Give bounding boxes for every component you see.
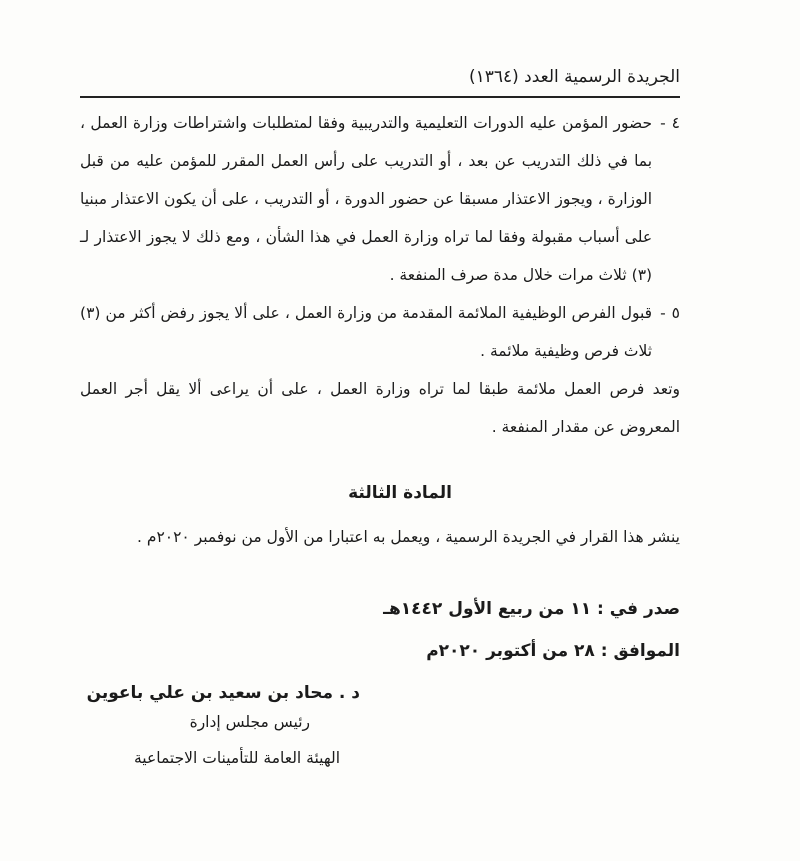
corresponding-date: الموافق : ٢٨ من أكتوبر ٢٠٢٠م — [426, 641, 680, 661]
signatory-position: رئيس مجلس إدارة — [189, 713, 310, 731]
header-rule — [80, 96, 680, 98]
running-header: الجريدة الرسمية العدد (١٣٦٤) — [468, 67, 680, 87]
closing-paragraph: وتعد فرص العمل ملائمة طبقا لما تراه وزارة العمل ، على أن يراعى ألا يقل أجر العمل المعروض عن مقدار المنفعة . — [80, 380, 680, 436]
organization-name: الهيئة العامة للتأمينات الاجتماعية — [133, 749, 340, 767]
article-text: ينشر هذا القرار في الجريدة الرسمية ، ويعمل به اعتبارا من الأول من نوفمبر ٢٠٢٠م . — [137, 528, 680, 546]
signatory-name: د . محاد بن سعيد بن علي باعوين — [86, 683, 360, 703]
list-item — [80, 294, 680, 370]
item-dash: - — [660, 304, 666, 322]
item-dash: - — [660, 114, 666, 132]
list-item — [80, 104, 680, 294]
item-text: حضور المؤمن عليه الدورات التعليمية والتدريبية وفقا لمتطلبات واشتراطات وزارة العمل ، بما في ذلك التدريب عن بعد ، أو التدريب على رأس العمل المقرر للمؤمن عليه من قبل الوزارة ، ويجوز الاعتذار مسبقا عن حضور الدورة ، أو التدريب ، على أن يكون الاعتذار مبنيا على أسباب مقبولة وفقا لما تراه وزارة العمل في هذا الشأن ، ومع ذلك لا يجوز الاعتذار لـ (٣) ثلاث مرات خلال مدة صرف المنفعة . — [80, 114, 653, 284]
item-text: قبول الفرص الوظيفية الملائمة المقدمة من وزارة العمل ، على ألا يجوز رفض أكثر من (٣) ثلاث فرص وظيفية ملائمة . — [80, 304, 653, 360]
article-title: المادة الثالثة — [348, 483, 452, 503]
issued-date: صدر في : ١١ من ربيع الأول ١٤٤٢هـ — [383, 599, 680, 619]
body-text — [80, 104, 680, 446]
item-number: ٥ — [671, 304, 680, 322]
item-number: ٤ — [671, 114, 680, 132]
